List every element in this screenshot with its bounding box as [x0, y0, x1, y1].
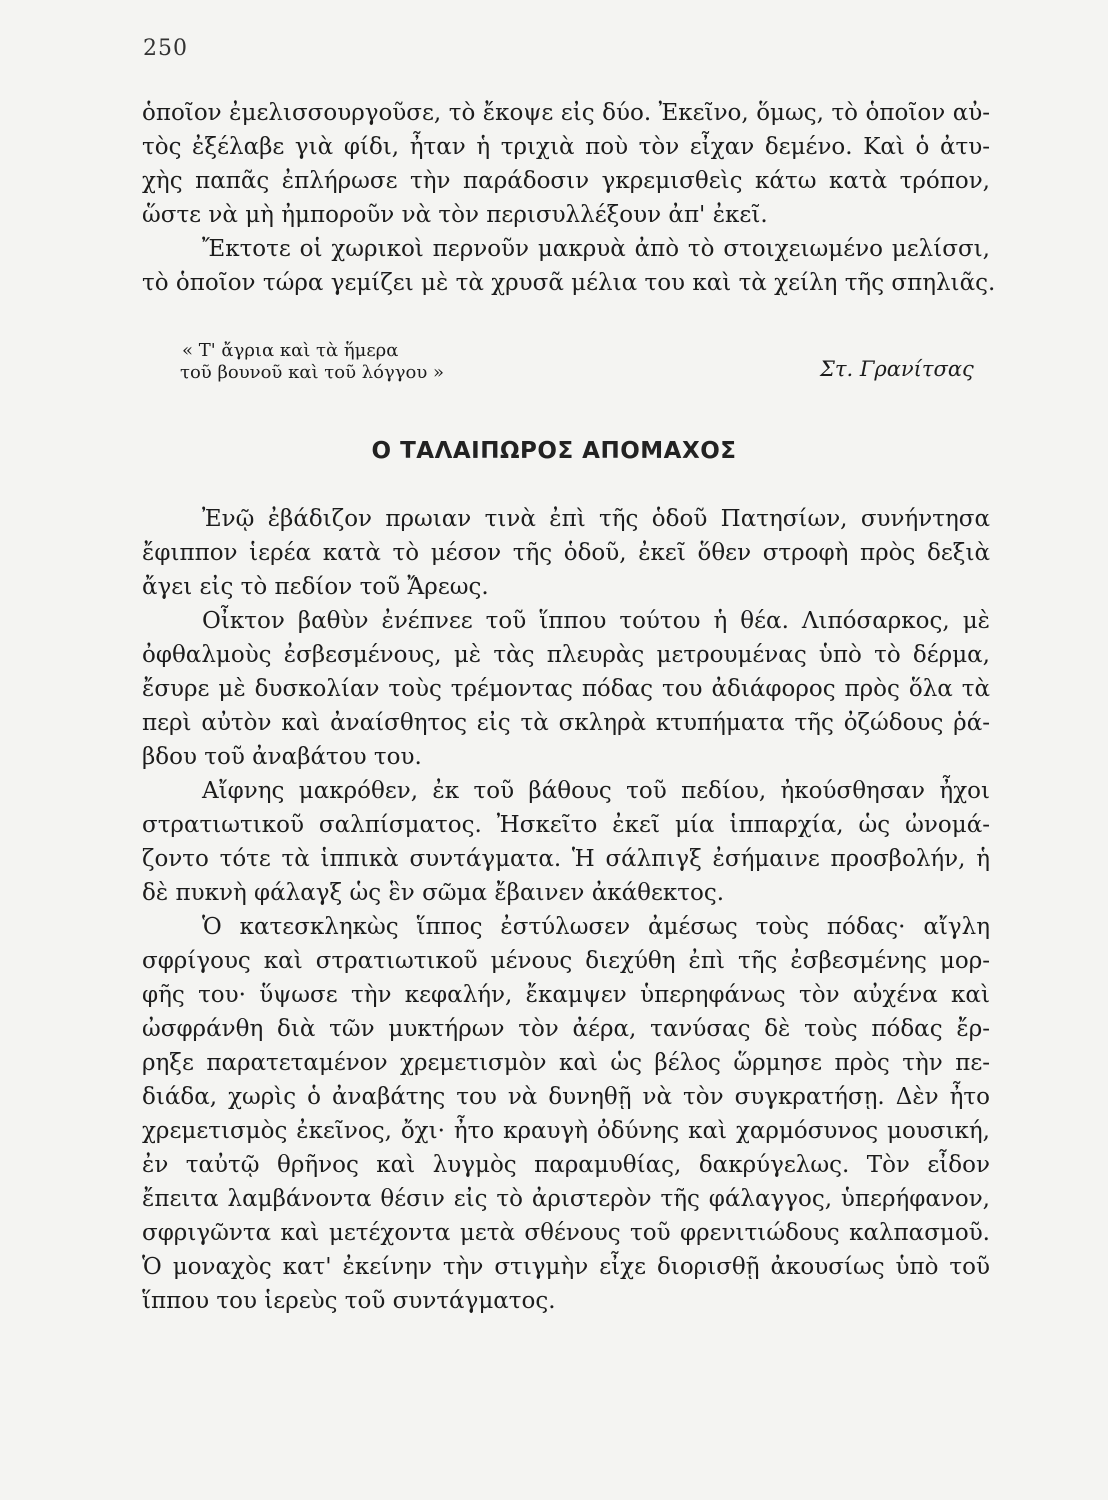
text-line: δὲ πυκνὴ φάλαγξ ὡς ἓν σῶμα ἔβαινεν ἀκάθεκτος.: [142, 880, 725, 906]
text-line: ὀφθαλμοὺς ἐσβεσμένους, μὲ τὰς πλευρὰς μετρουμένας ὑπὸ τὸ δέρμα,: [142, 642, 990, 668]
text-line: ἔφιππον ἱερέα κατὰ τὸ μέσον τῆς ὁδοῦ, ἐκεῖ ὅθεν στροφὴ πρὸς δεξιὰ: [142, 540, 990, 566]
intro-text: [142, 96, 996, 300]
text-line: φῆς του· ὕψωσε τὴν κεφαλήν, ἔκαμψεν ὑπερηφάνως τὸν αὐχένα καὶ: [142, 982, 990, 1008]
text-line: Ὁ κατεσκληκὼς ἵππος ἐστύλωσεν ἀμέσως τοὺς πόδας· αἴγλη: [202, 914, 990, 940]
intro-paragraph-1: [142, 96, 990, 232]
text-line: Αἴφνης μακρόθεν, ἐκ τοῦ βάθους τοῦ πεδίου, ἠκούσθησαν ἦχοι: [202, 778, 990, 804]
text-line: Οἶκτον βαθὺν ἐνέπνεε τοῦ ἵππου τούτου ἡ θέα. Λιπόσαρκος, μὲ: [202, 608, 990, 634]
story-text: [142, 502, 990, 1318]
text-line: χὴς παπᾶς ἐπλήρωσε τὴν παράδοσιν γκρεμισθεὶς κάτω κατὰ τρόπον,: [142, 168, 990, 194]
text-line: ἐν ταὐτῷ θρῆνος καὶ λυγμὸς παραμυθίας, δακρύγελως. Τὸν εἶδον: [142, 1152, 990, 1178]
text-line: χρεμετισμὸς ἐκεῖνος, ὄχι· ἦτο κραυγὴ ὀδύνης καὶ χαρμόσυνος μουσική,: [142, 1118, 990, 1144]
text-line: Ὁ μοναχὸς κατ' ἐκείνην τὴν στιγμὴν εἶχε διορισθῇ ἀκουσίως ὑπὸ τοῦ: [142, 1254, 990, 1280]
text-line: ρηξε παρατεταμένον χρεμετισμὸν καὶ ὡς βέλος ὥρμησε πρὸς τὴν πε-: [142, 1050, 990, 1076]
text-line: ὠσφράνθη διὰ τῶν μυκτήρων τὸν ἀέρα, τανύσας δὲ τοὺς πόδας ἔρ-: [142, 1016, 990, 1042]
story-title: Ο ΤΑΛΑΙΠΩΡΟΣ ΑΠΟΜΑΧΟΣ: [371, 438, 737, 464]
text-line: βδου τοῦ ἀναβάτου του.: [142, 744, 422, 770]
quote-author: Στ. Γρανίτσας: [820, 357, 974, 381]
text-line: ἔπειτα λαμβάνοντα θέσιν εἰς τὸ ἀριστερὸν τῆς φάλαγγος, ὑπερήφανον,: [142, 1186, 990, 1212]
quote-line: τοῦ βουνοῦ καὶ τοῦ λόγγου »: [180, 362, 445, 383]
source-quote: [180, 340, 444, 384]
text-line: σφριγῶντα καὶ μετέχοντα μετὰ σθένους τοῦ φρενιτιώδους καλπασμοῦ.: [142, 1220, 990, 1246]
story-paragraph-4: [142, 910, 990, 1318]
text-line: Ἐνῷ ἐβάδιζον πρωιαν τινὰ ἐπὶ τῆς ὁδοῦ Πατησίων, συνήντησα: [202, 506, 990, 532]
text-line: στρατιωτικοῦ σαλπίσματος. Ἠσκεῖτο ἐκεῖ μία ἱππαρχία, ὡς ὠνομά-: [142, 812, 990, 838]
text-line: περὶ αὐτὸν καὶ ἀναίσθητος εἰς τὰ σκληρὰ κτυπήματα τῆς ὀζώδους ῥά-: [142, 710, 990, 736]
story-paragraph-3: [142, 774, 990, 910]
text-line: τὸς ἐξέλαβε γιὰ φίδι, ἦταν ἡ τριχιὰ ποὺ τὸν εἶχαν δεμένο. Καὶ ὁ ἀτυ-: [142, 134, 990, 160]
text-line: διάδα, χωρὶς ὁ ἀναβάτης του νὰ δυνηθῇ νὰ τὸν συγκρατήσῃ. Δὲν ἦτο: [142, 1084, 990, 1110]
story-paragraph-2: [142, 604, 990, 774]
quote-line: « Τ' ἄγρια καὶ τὰ ἥμερα: [182, 340, 399, 361]
text-line: ἄγει εἰς τὸ πεδίον τοῦ Ἄρεως.: [142, 574, 489, 600]
text-line: ἵππου του ἱερεὺς τοῦ συντάγματος.: [142, 1288, 556, 1314]
text-line: σφρίγους καὶ στρατιωτικοῦ μένους διεχύθη ἐπὶ τῆς ἐσβεσμένης μορ-: [142, 948, 990, 974]
page-number: 250: [143, 36, 188, 61]
text-line: ὥστε νὰ μὴ ἠμποροῦν νὰ τὸν περισυλλέξουν ἀπ' ἐκεῖ.: [142, 202, 768, 228]
text-line: τὸ ὁποῖον τώρα γεμίζει μὲ τὰ χρυσᾶ μέλια του καὶ τὰ χείλη τῆς σπηλιᾶς.: [142, 270, 996, 296]
text-line: Ἔκτοτε οἱ χωρικοὶ περνοῦν μακρυὰ ἀπὸ τὸ στοιχειωμένο μελίσσι,: [202, 236, 990, 262]
story-paragraph-1: [142, 502, 990, 604]
text-line: ἔσυρε μὲ δυσκολίαν τοὺς τρέμοντας πόδας του ἀδιάφορος πρὸς ὅλα τὰ: [142, 676, 990, 702]
text-line: ζοντο τότε τὰ ἱππικὰ συντάγματα. Ἡ σάλπιγξ ἐσήμαινε προσβολήν, ἡ: [142, 846, 990, 872]
text-line: ὁποῖον ἐμελισσουργοῦσε, τὸ ἔκοψε εἰς δύο. Ἐκεῖνο, ὅμως, τὸ ὁποῖον αὐ-: [142, 100, 990, 126]
intro-paragraph-2: [142, 232, 996, 300]
